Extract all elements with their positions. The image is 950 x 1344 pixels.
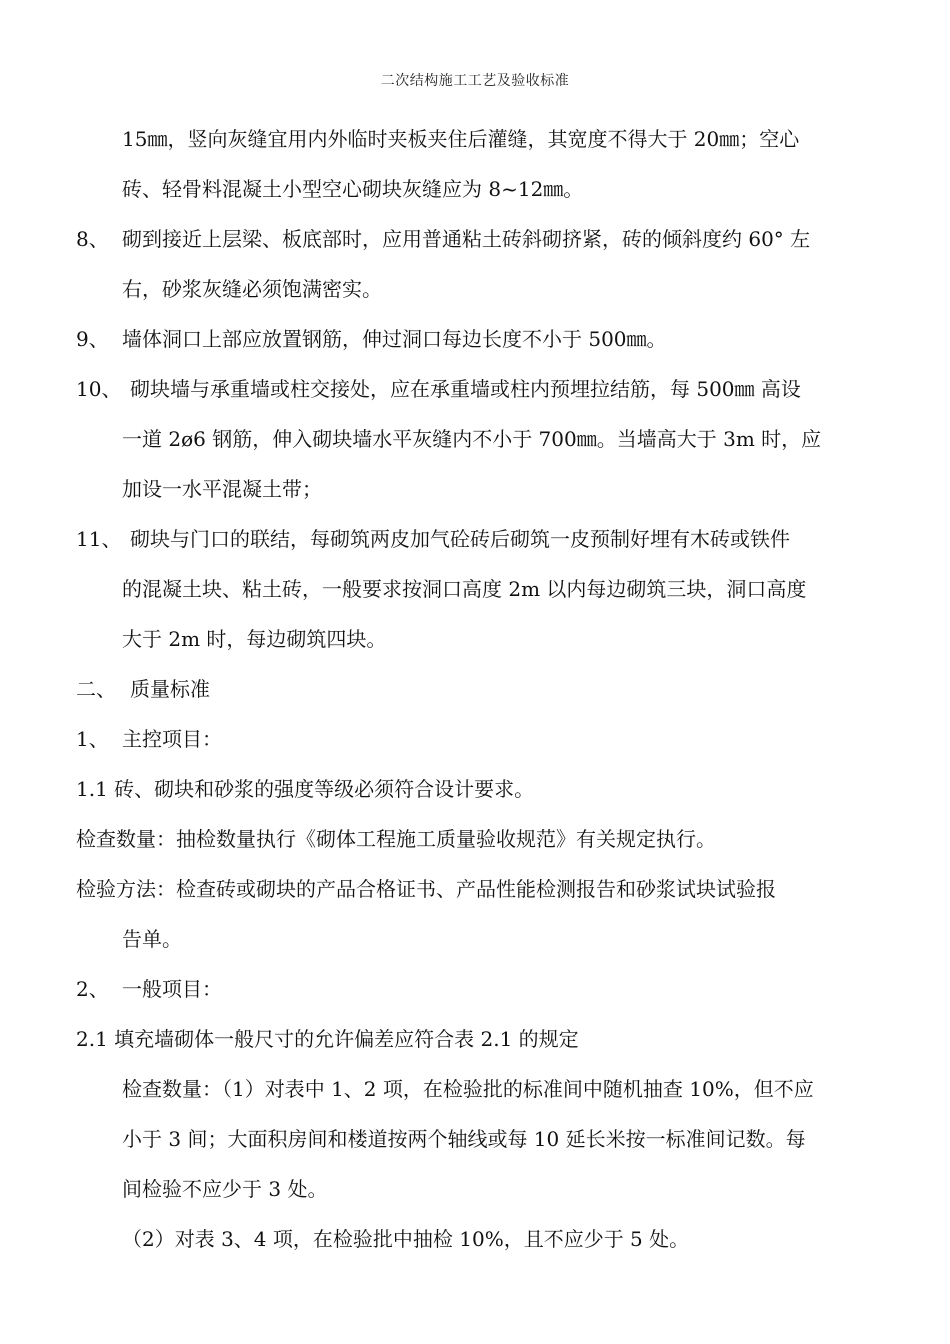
paragraph-line: 小于 3 间；大面积房间和楼道按两个轴线或每 10 延长米按一标准间记数。每 [122,1127,806,1151]
section-heading: 二、 质量标准 [76,664,876,714]
paragraph-line: 检验方法：检查砖或砌块的产品合格证书、产品性能检测报告和砂浆试块试验报 [76,877,776,901]
page-header: 二次结构施工工艺及验收标准 [380,73,570,89]
paragraph-line: 检查数量：（1）对表中 1、2 项，在检验批的标准间中随机抽查 10%，但不应 [122,1077,814,1101]
item-number: 10、 [76,377,122,401]
list-item-11: 11、 砌块与门口的联结，每砌筑两皮加气砼砖后砌筑一皮预制好埋有木砖或铁件 [76,514,876,564]
list-item-8: 8、 砌到接近上层梁、板底部时，应用普通粘土砖斜砌挤紧，砖的倾斜度约 60° 左 [76,214,876,264]
subsection-heading: 1、 主控项目： [76,714,876,764]
section-number: 二、 [76,677,116,701]
paragraph-line: 的混凝土块、粘土砖，一般要求按洞口高度 2m 以内每边砌筑三块，洞口高度 [122,577,807,601]
item-number: 9、 [76,327,109,351]
paragraph-line: 砖、轻骨料混凝土小型空心砌块灰缝应为 8~12㎜。 [122,177,584,201]
subsection-heading: 2、 一般项目： [76,964,876,1014]
paragraph-line: 2.1 填充墙砌体一般尺寸的允许偏差应符合表 2.1 的规定 [76,1027,579,1051]
list-item-10: 10、 砌块墙与承重墙或柱交接处，应在承重墙或柱内预埋拉结筋，每 500㎜ 高设 [76,364,876,414]
paragraph-line: 1.1 砖、砌块和砂浆的强度等级必须符合设计要求。 [76,777,535,801]
paragraph-line: 检查数量：抽检数量执行《砌体工程施工质量验收规范》有关规定执行。 [76,827,716,851]
paragraph-line: 一道 2ø6 钢筋，伸入砌块墙水平灰缝内不小于 700㎜。当墙高大于 3m 时，应 [122,427,822,451]
paragraph-line: 加设一水平混凝土带； [122,477,322,501]
paragraph-line: （2）对表 3、4 项，在检验批中抽检 10%，且不应少于 5 处。 [122,1227,690,1251]
list-item-9: 9、 墙体洞口上部应放置钢筋，伸过洞口每边长度不小于 500㎜。 [76,314,876,364]
paragraph-line: 大于 2m 时，每边砌筑四块。 [122,627,387,651]
paragraph-line: 间检验不应少于 3 处。 [122,1177,328,1201]
paragraph-line: 15㎜，竖向灰缝宜用内外临时夹板夹住后灌缝，其宽度不得大于 20㎜；空心 [122,127,800,151]
item-number: 11、 [76,527,122,551]
item-number: 8、 [76,227,109,251]
paragraph-line: 告单。 [122,927,182,951]
paragraph-line: 右，砂浆灰缝必须饱满密实。 [122,277,382,301]
item-number: 2、 [76,977,109,1001]
document-body [76,114,876,1264]
item-number: 1、 [76,727,109,751]
